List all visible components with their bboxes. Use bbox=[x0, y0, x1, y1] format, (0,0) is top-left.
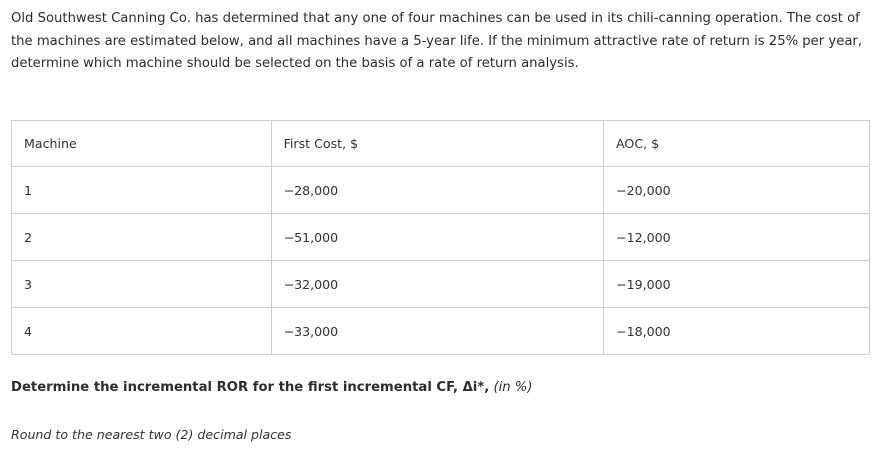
question-text: Determine the incremental ROR for the first incremental CF, Δi*, bbox=[11, 380, 490, 395]
question-unit: (in %) bbox=[493, 380, 533, 395]
aoc-cell: −18,000 bbox=[604, 308, 870, 355]
machine-cell: 2 bbox=[12, 214, 272, 261]
aoc-cell: −20,000 bbox=[604, 167, 870, 214]
first-cost-cell: −32,000 bbox=[271, 261, 603, 308]
column-header-first-cost: First Cost, $ bbox=[271, 121, 603, 167]
machine-cell: 1 bbox=[12, 167, 272, 214]
aoc-cell: −12,000 bbox=[604, 214, 870, 261]
rounding-instruction: Round to the nearest two (2) decimal places bbox=[11, 427, 292, 442]
machine-cell: 4 bbox=[12, 308, 272, 355]
first-cost-cell: −33,000 bbox=[271, 308, 603, 355]
column-header-machine: Machine bbox=[12, 121, 272, 167]
problem-statement: Old Southwest Canning Co. has determined that any one of four machines can be used in its chili-canning operation. The cost of the machines are estimated below, and all machines have a 5-year life. If the minimum attractive rate of return is 25% per year, determine which machine should be selected on the basis of a rate of return analysis. bbox=[11, 11, 863, 71]
column-header-aoc: AOC, $ bbox=[604, 121, 870, 167]
table-header-row bbox=[12, 121, 870, 167]
table-row bbox=[12, 308, 870, 355]
first-cost-cell: −28,000 bbox=[271, 167, 603, 214]
table-row bbox=[12, 167, 870, 214]
question-prompt bbox=[11, 380, 532, 395]
machine-cell: 3 bbox=[12, 261, 272, 308]
table-row bbox=[12, 261, 870, 308]
machine-cost-table bbox=[11, 120, 870, 355]
aoc-cell: −19,000 bbox=[604, 261, 870, 308]
first-cost-cell: −51,000 bbox=[271, 214, 603, 261]
table-row bbox=[12, 214, 870, 261]
